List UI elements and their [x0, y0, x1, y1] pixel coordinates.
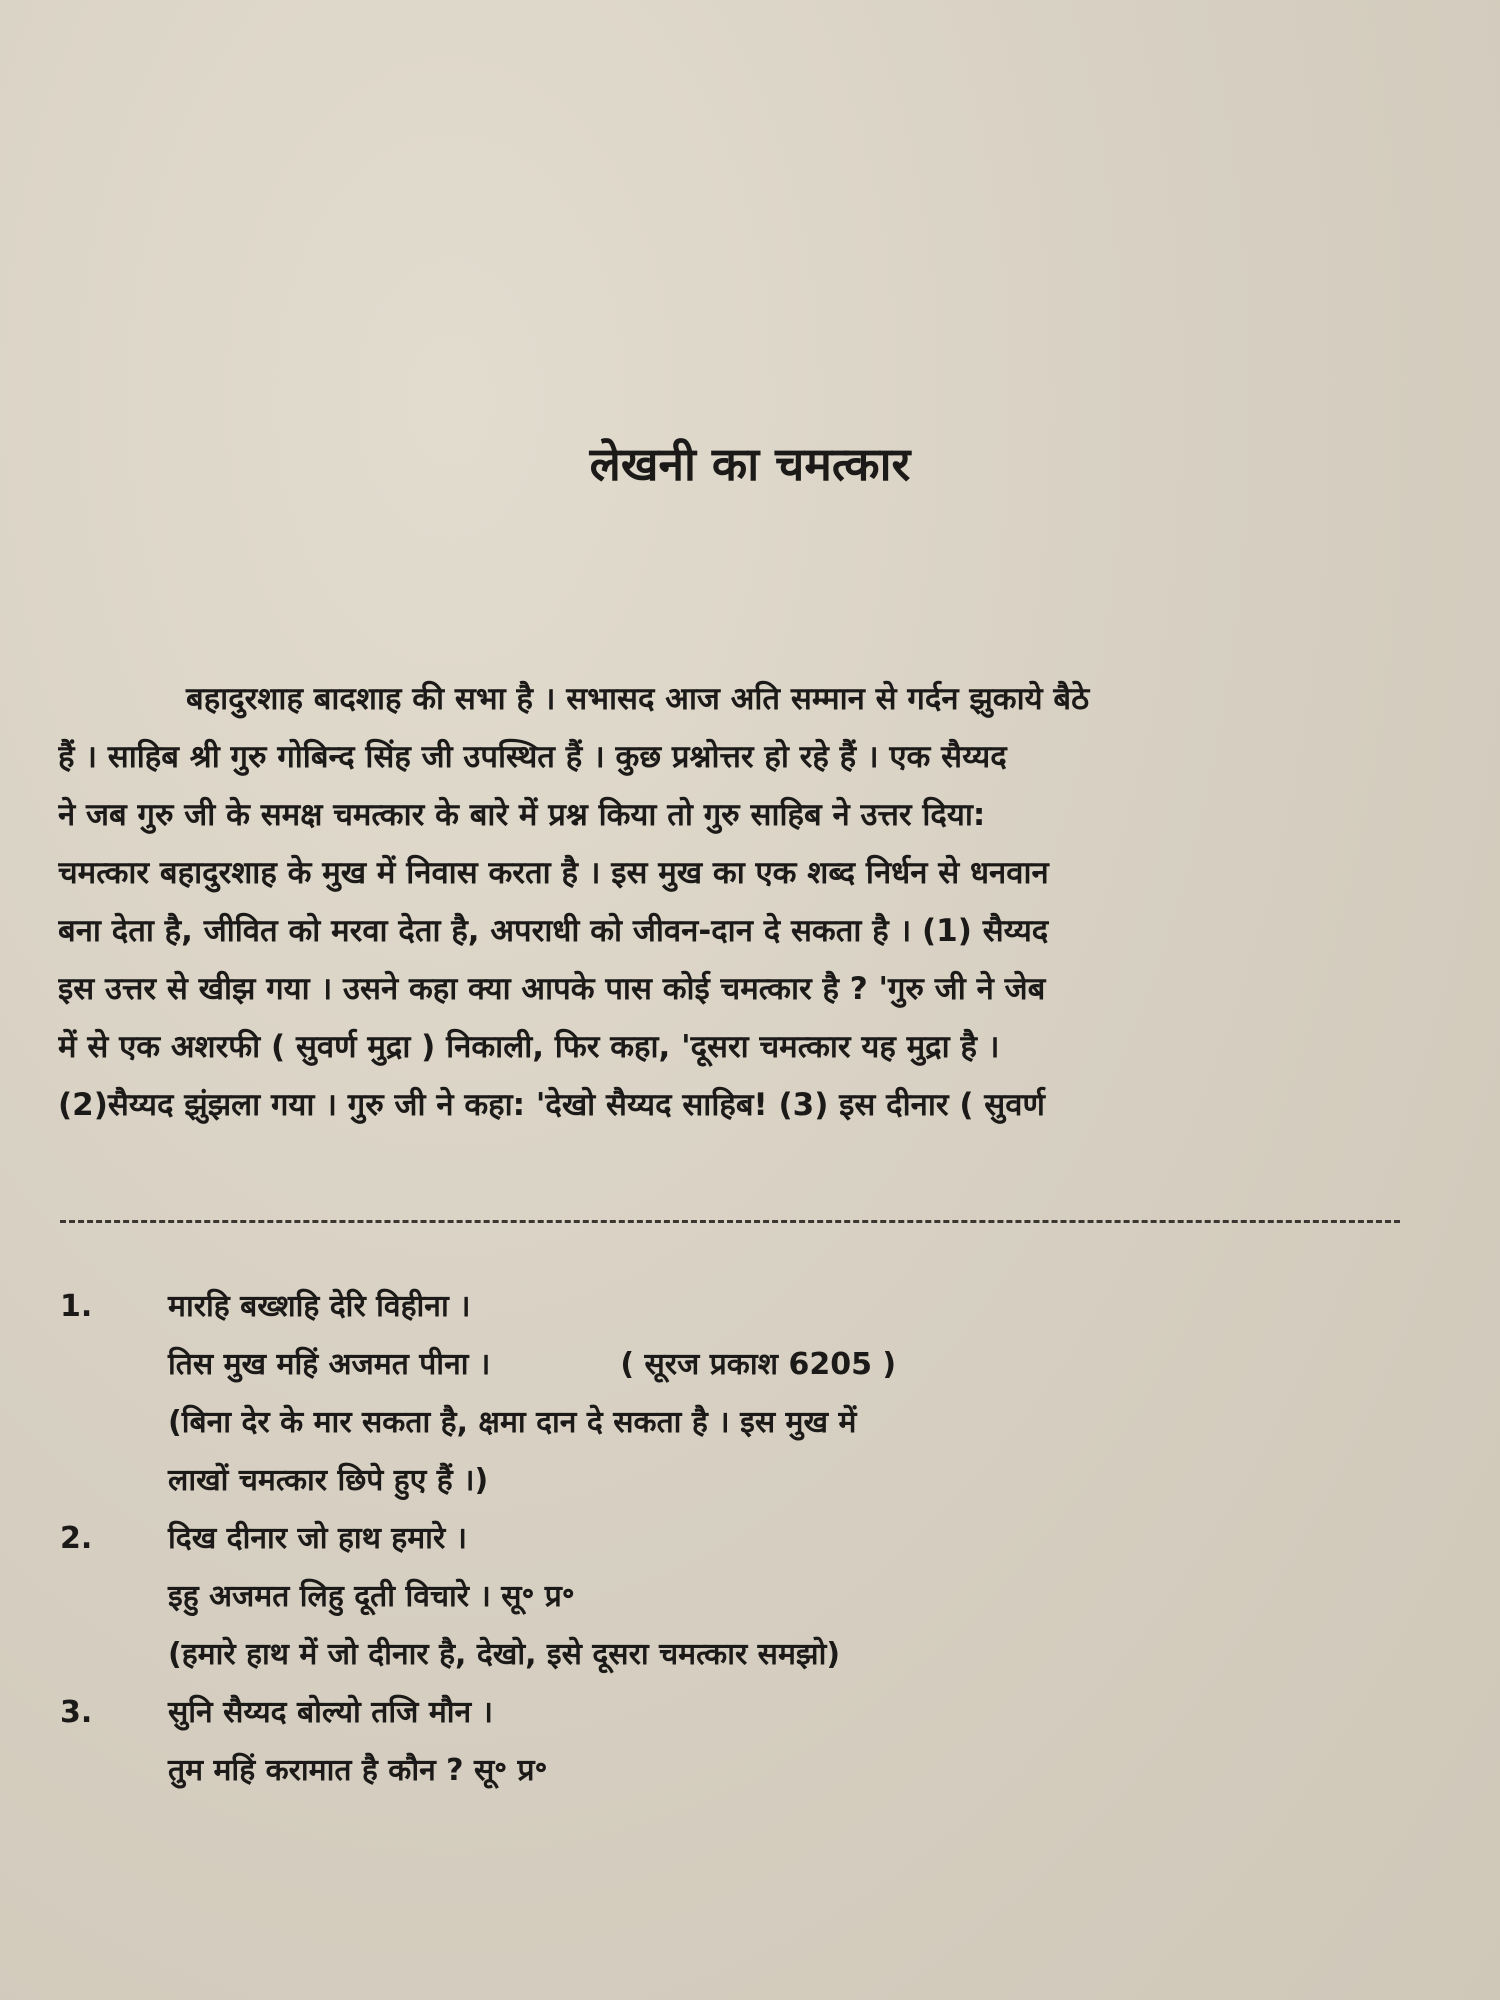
footnote-line: (हमारे हाथ में जो दीनार है, देखो, इसे दूसरा चमत्कार समझो) [168, 1637, 841, 1672]
main-paragraph [58, 670, 1450, 1134]
footnotes [60, 1278, 1460, 1800]
paragraph-line: बहादुरशाह बादशाह की सभा है । सभासद आज अति सम्मान से गर्दन झुकाये बैठे [186, 681, 1090, 717]
page-title: लेखनी का चमत्कार [589, 437, 911, 491]
footnote-line: इहु अजमत लिहु दूती विचारे । सू॰ प्र॰ [168, 1579, 575, 1614]
footnote-number: 3. [60, 1695, 93, 1730]
footnote-line: तुम महिं करामात है कौन ? सू॰ प्र॰ [168, 1753, 548, 1788]
paragraph-line: हैं । साहिब श्री गुरु गोबिन्द सिंह जी उपस्थित हैं । कुछ प्रश्नोत्तर हो रहे हैं । एक सैय्यद [58, 739, 1007, 775]
paragraph-line: बना देता है, जीवित को मरवा देता है, अपराधी को जीवन-दान दे सकता है । (1) सैय्यद [58, 913, 1049, 949]
footnote-divider [60, 1220, 1400, 1223]
footnote-line: सुनि सैय्यद बोल्यो तजि मौन । [168, 1695, 494, 1730]
footnote-source: ( सूरज प्रकाश 6205 ) [620, 1347, 897, 1382]
footnote-line: (बिना देर के मार सकता है, क्षमा दान दे सकता है । इस मुख में [168, 1405, 857, 1440]
paragraph-line: इस उत्तर से खीझ गया । उसने कहा क्या आपके पास कोई चमत्कार है ? 'गुरु जी ने जेब [58, 971, 1046, 1007]
footnote-number: 2. [60, 1521, 93, 1556]
footnote-line: मारहि बख्शहि देरि विहीना । [168, 1289, 471, 1324]
footnote-line-text: तिस मुख महिं अजमत पीना । [168, 1347, 491, 1382]
footnote-1 [60, 1278, 1460, 1510]
footnote-line: दिख दीनार जो हाथ हमारे । [168, 1521, 468, 1556]
footnote-number: 1. [60, 1289, 93, 1324]
paragraph-line: (2)सैय्यद झुंझला गया । गुरु जी ने कहा: 'देखो सैय्यद साहिब! (3) इस दीनार ( सुवर्ण [58, 1087, 1045, 1123]
footnote-line [168, 1336, 1460, 1394]
footnote-3 [60, 1684, 1460, 1800]
paragraph-line: ने जब गुरु जी के समक्ष चमत्कार के बारे में प्रश्न किया तो गुरु साहिब ने उत्तर दिया: [58, 797, 986, 833]
footnote-2 [60, 1510, 1460, 1684]
paragraph-line: चमत्कार बहादुरशाह के मुख में निवास करता है । इस मुख का एक शब्द निर्धन से धनवान [58, 855, 1049, 891]
paragraph-line: में से एक अशरफी ( सुवर्ण मुद्रा ) निकाली, फिर कहा, 'दूसरा चमत्कार यह मुद्रा है । [58, 1029, 1000, 1065]
footnote-line: लाखों चमत्कार छिपे हुए हैं ।) [168, 1463, 489, 1498]
